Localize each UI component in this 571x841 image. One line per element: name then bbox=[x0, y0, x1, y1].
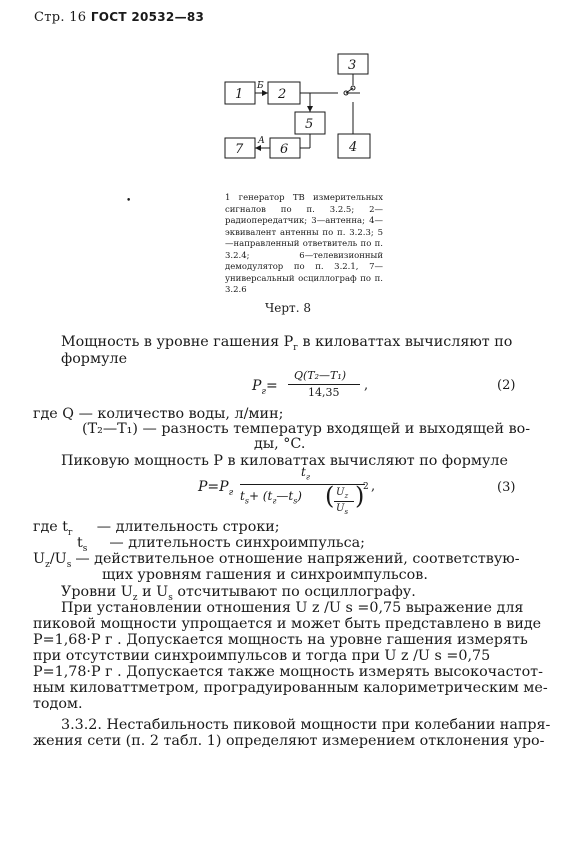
body-line-7: ным киловаттметром, проградуированным калориметрическим ме- bbox=[33, 680, 548, 696]
eq2-lhs: $P_г=$ bbox=[252, 378, 278, 397]
block-7-label: 7 bbox=[235, 142, 244, 157]
eq2-denominator: 14,35 bbox=[308, 386, 340, 399]
eq3-lhs: $P=P_г$ bbox=[198, 479, 234, 498]
def-line-2: $t_s$ — длительность синхроимпульса; bbox=[77, 535, 365, 554]
eq3-denominator: $t_s+$ $(t_г—t_s)$ bbox=[240, 489, 302, 506]
block-4-label: 4 bbox=[349, 140, 358, 155]
where-line-2: (T₂—T₁) — разность температур входящей и выходящей во- bbox=[82, 421, 531, 437]
figure-label: Черт. 8 bbox=[265, 301, 311, 315]
label-a: А bbox=[258, 136, 265, 146]
stray-mark: • bbox=[126, 196, 132, 206]
eq3-number: (3) bbox=[497, 480, 516, 495]
body-line-10: жения сети (п. 2 табл. 1) определяют измерением отклонения уро- bbox=[33, 733, 545, 749]
body-line-3: пиковой мощности упрощается и может быть представлено в виде bbox=[33, 616, 542, 632]
eq3-us: $U_s$ bbox=[336, 503, 349, 516]
figure-caption: 1 генератор ТВ измерительных сигналов по п. 3.2.5; 2—радиопередатчик; 3—антенна; 4—эквивалент антенны по п. 3.2.3; 5—направленный ответвитель по п. 3.2.4; 6—телевизионный демодулятор по п. 3.2.1, 7—универсальный осциллограф по п. 3.2.6 bbox=[225, 193, 383, 295]
block-diagram bbox=[210, 50, 400, 160]
label-b: Б bbox=[257, 81, 264, 91]
eq3-inner-bar bbox=[334, 501, 354, 502]
eq3-numerator: $t_г$ bbox=[301, 465, 310, 482]
block-3-label: 3 bbox=[348, 58, 357, 73]
eq2-numerator: Q(T₂—T₁) bbox=[294, 369, 347, 382]
eq2-fraction-bar bbox=[288, 384, 360, 385]
body-line-2: При установлении отношения U z /U s =0,75 выражение для bbox=[61, 600, 524, 616]
eq2-number: (2) bbox=[497, 378, 516, 393]
def-line-3: $U_z/U_s$ — действительное отношение напряжений, соответствую- bbox=[33, 551, 520, 570]
block-5-label: 5 bbox=[305, 117, 314, 132]
body-line-6: P=1,78·P г . Допускается также мощность измерять высокочастот- bbox=[33, 664, 543, 680]
where-line-3: ды, °C. bbox=[254, 436, 306, 452]
block-6-label: 6 bbox=[280, 142, 289, 157]
block-2-label: 2 bbox=[278, 87, 287, 102]
block-1-label: 1 bbox=[235, 87, 244, 102]
paragraph-2: Пиковую мощность P в киловаттах вычисляют по формуле bbox=[61, 453, 508, 469]
body-line-8: тодом. bbox=[33, 696, 83, 712]
paragraph-1-line-1: Мощность в уровне гашения $P_г$ в киловаттах вычисляют по bbox=[61, 334, 513, 353]
where-line-1: где Q — количество воды, л/мин; bbox=[33, 406, 284, 422]
body-line-9: 3.3.2. Нестабильность пиковой мощности при колебании напря- bbox=[61, 717, 551, 733]
eq3-square: 2 bbox=[363, 482, 369, 492]
eq3-uz: $U_z$ bbox=[336, 487, 349, 500]
levels-line: Уровни $U_z$ и $U_s$ отсчитывают по осциллографу. bbox=[61, 584, 416, 603]
def-line-4: щих уровням гашения и синхроимпульсов. bbox=[102, 567, 428, 583]
gost-number: ГОСТ 20532—83 bbox=[90, 10, 205, 24]
body-line-5: при отсутствии синхроимпульсов и тогда при U z /U s =0,75 bbox=[33, 648, 491, 664]
eq3-fraction-bar bbox=[240, 484, 365, 485]
body-line-4: P=1,68·P г . Допускается мощность на уровне гашения измерять bbox=[33, 632, 528, 648]
page-number: Стр. 16 bbox=[34, 10, 87, 25]
page-header bbox=[34, 10, 204, 25]
paragraph-1-line-2: формуле bbox=[61, 351, 128, 367]
def-line-1: где $t_г$ — длительность строки; bbox=[33, 519, 280, 538]
